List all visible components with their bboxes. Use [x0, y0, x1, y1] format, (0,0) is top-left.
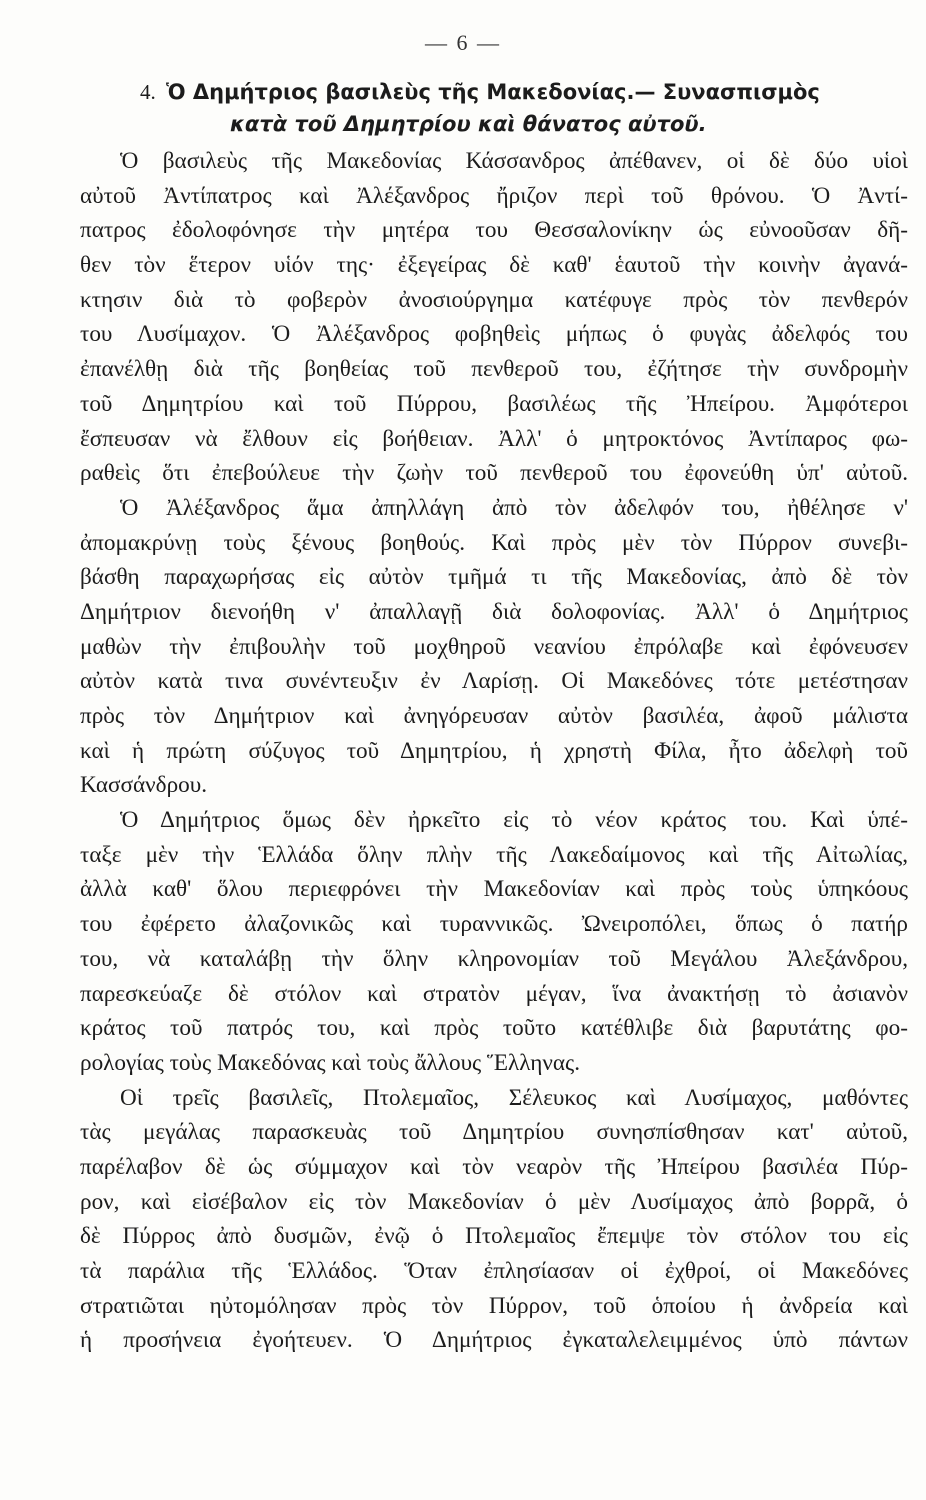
text-line: καὶ ἡ πρώτη σύζυγος τοῦ Δημητρίου, ἡ χρηστὴ Φίλα, ἦτο ἀδελφὴ τοῦ — [80, 737, 908, 764]
text-line: Οἱ τρεῖς βασιλεῖς, Πτολεμαῖος, Σέλευκος καὶ Λυσίμαχος, μαθόντες — [120, 1084, 908, 1111]
section-title-line-1: Ὁ Δημήτριος βασιλεὺς τῆς Μακεδονίας.— Συνασπισμὸς — [166, 80, 820, 104]
text-line: αὐτὸν κατὰ τινα συνέντευξιν ἐν Λαρίσῃ. Οἱ Μακεδόνες τότε μετέστησαν — [80, 668, 908, 695]
text-line: Ὁ Ἀλέξανδρος ἅμα ἀπηλλάγη ἀπὸ τὸν ἀδελφόν του, ἠθέλησε ν' — [120, 494, 908, 521]
text-line: του ἐφέρετο ἀλαζονικῶς καὶ τυραννικῶς. Ὠνειροπόλει, ὅπως ὁ πατήρ — [80, 911, 908, 938]
text-line: παρέλαβον δὲ ὡς σύμμαχον καὶ τὸν νεαρὸν τῆς Ἠπείρου βασιλέα Πύρ- — [80, 1153, 908, 1180]
text-line: ἐπανέλθῃ διὰ τῆς βοηθείας τοῦ πενθεροῦ του, ἐζήτησε τὴν συνδρομὴν — [80, 356, 908, 383]
text-line: τὰς μεγάλας παρασκευὰς τοῦ Δημητρίου συνησπίσθησαν κατ' αὐτοῦ, — [80, 1119, 908, 1146]
text-line: Κασσάνδρου. — [80, 772, 208, 799]
text-line: ταξε μὲν τὴν Ἑλλάδα ὅλην πλὴν τῆς Λακεδαίμονος καὶ τῆς Αἰτωλίας, — [80, 841, 908, 868]
text-line: ἔσπευσαν νὰ ἔλθουν εἰς βοήθειαν. Ἀλλ' ὁ μητροκτόνος Ἀντίπαρος φω- — [80, 425, 908, 452]
section-number: 4. — [140, 80, 156, 104]
text-line: τοῦ Δημητρίου καὶ τοῦ Πύρρου, βασιλέως τῆς Ἠπείρου. Ἀμφότεροι — [80, 390, 908, 417]
text-line: δὲ Πύρρος ἀπὸ δυσμῶν, ἐνῷ ὁ Πτολεμαῖος ἔπεμψε τὸν στόλον του εἰς — [80, 1223, 908, 1250]
body-text — [80, 144, 908, 1358]
text-line: ἡ προσήνεια ἐγοήτευεν. Ὁ Δημήτριος ἐγκαταλελειμμένος ὑπὸ πάντων — [80, 1327, 908, 1354]
text-line: Δημήτριον διενοήθη ν' ἀπαλλαγῇ διὰ δολοφονίας. Ἀλλ' ὁ Δημήτριος — [80, 598, 908, 625]
text-line: του, νὰ καταλάβῃ τὴν ὅλην κληρονομίαν τοῦ Μεγάλου Ἀλεξάνδρου, — [80, 945, 908, 972]
text-line: κράτος τοῦ πατρός του, καὶ πρὸς τοῦτο κατέθλιβε διὰ βαρυτάτης φο- — [80, 1015, 908, 1042]
text-line: ρον, καὶ εἰσέβαλον εἰς τὸν Μακεδονίαν ὁ μὲν Λυσίμαχος ἀπὸ βορρᾶ, ὁ — [80, 1188, 908, 1215]
text-line: ρολογίας τοὺς Μακεδόνας καὶ τοὺς ἄλλους Ἕλληνας. — [80, 1049, 581, 1076]
text-line: κτησιν διὰ τὸ φοβερὸν ἀνοσιούργημα κατέφυγε πρὸς τὸν πενθερόν — [80, 286, 908, 313]
text-line: βάσθη παραχωρήσας εἰς αὐτὸν τμῆμά τι τῆς Μακεδονίας, ἀπὸ δὲ τὸν — [80, 564, 908, 591]
text-line: του Λυσίμαχον. Ὁ Ἀλέξανδρος φοβηθεὶς μήπως ὁ φυγὰς ἀδελφός του — [80, 321, 908, 348]
text-line: αὐτοῦ Ἀντίπατρος καὶ Ἀλέξανδρος ἤριζον περὶ τοῦ θρόνου. Ὁ Ἀντί- — [80, 182, 908, 209]
text-line: πατρος ἐδολοφόνησε τὴν μητέρα του Θεσσαλονίκην ὡς εὐνοοῦσαν δῆ- — [80, 217, 908, 244]
text-line: ἀλλὰ καθ' ὅλου περιεφρόνει τὴν Μακεδονίαν καὶ πρὸς τοὺς ὑπηκόους — [80, 876, 908, 903]
text-line: μαθὼν τὴν ἐπιβουλὴν τοῦ μοχθηροῦ νεανίου ἐπρόλαβε καὶ ἐφόνευσεν — [80, 633, 908, 660]
text-line: Ὁ Δημήτριος ὅμως δὲν ἠρκεῖτο εἰς τὸ νέον κράτος του. Καὶ ὑπέ- — [120, 807, 908, 834]
text-line: ραθεὶς ὅτι ἐπεβούλευε τὴν ζωὴν τοῦ πενθεροῦ του ἐφονεύθη ὑπ' αὐτοῦ. — [80, 460, 908, 487]
section-heading — [140, 76, 880, 140]
text-line: παρεσκεύαζε δὲ στόλον καὶ στρατὸν μέγαν, ἵνα ἀνακτήσῃ τὸ ἀσιανὸν — [80, 980, 908, 1007]
text-line: στρατιῶται ηὐτομόλησαν πρὸς τὸν Πύρρον, τοῦ ὁποίου ἡ ἀνδρεία καὶ — [80, 1292, 908, 1319]
text-line: θεν τὸν ἕτερον υἱόν της· ἐξεγείρας δὲ καθ' ἑαυτοῦ τὴν κοινὴν ἀγανά- — [80, 252, 908, 279]
text-line: Ὁ βασιλεὺς τῆς Μακεδονίας Κάσσανδρος ἀπέθανεν, οἱ δὲ δύο υἱοὶ — [120, 148, 908, 174]
text-line: τὰ παράλια τῆς Ἑλλάδος. Ὅταν ἐπλησίασαν οἱ ἐχθροί, οἱ Μακεδόνες — [80, 1258, 908, 1284]
section-title-line-2: κατὰ τοῦ Δημητρίου καὶ θάνατος αὐτοῦ. — [230, 112, 707, 136]
page-number: — 6 — — [425, 30, 501, 55]
text-line: πρὸς τὸν Δημήτριον καὶ ἀνηγόρευσαν αὐτὸν βασιλέα, ἀφοῦ μάλιστα — [80, 703, 908, 729]
text-line: ἀπομακρύνῃ τοὺς ξένους βοηθούς. Καὶ πρὸς μὲν τὸν Πύρρον συνεβι- — [80, 529, 908, 556]
